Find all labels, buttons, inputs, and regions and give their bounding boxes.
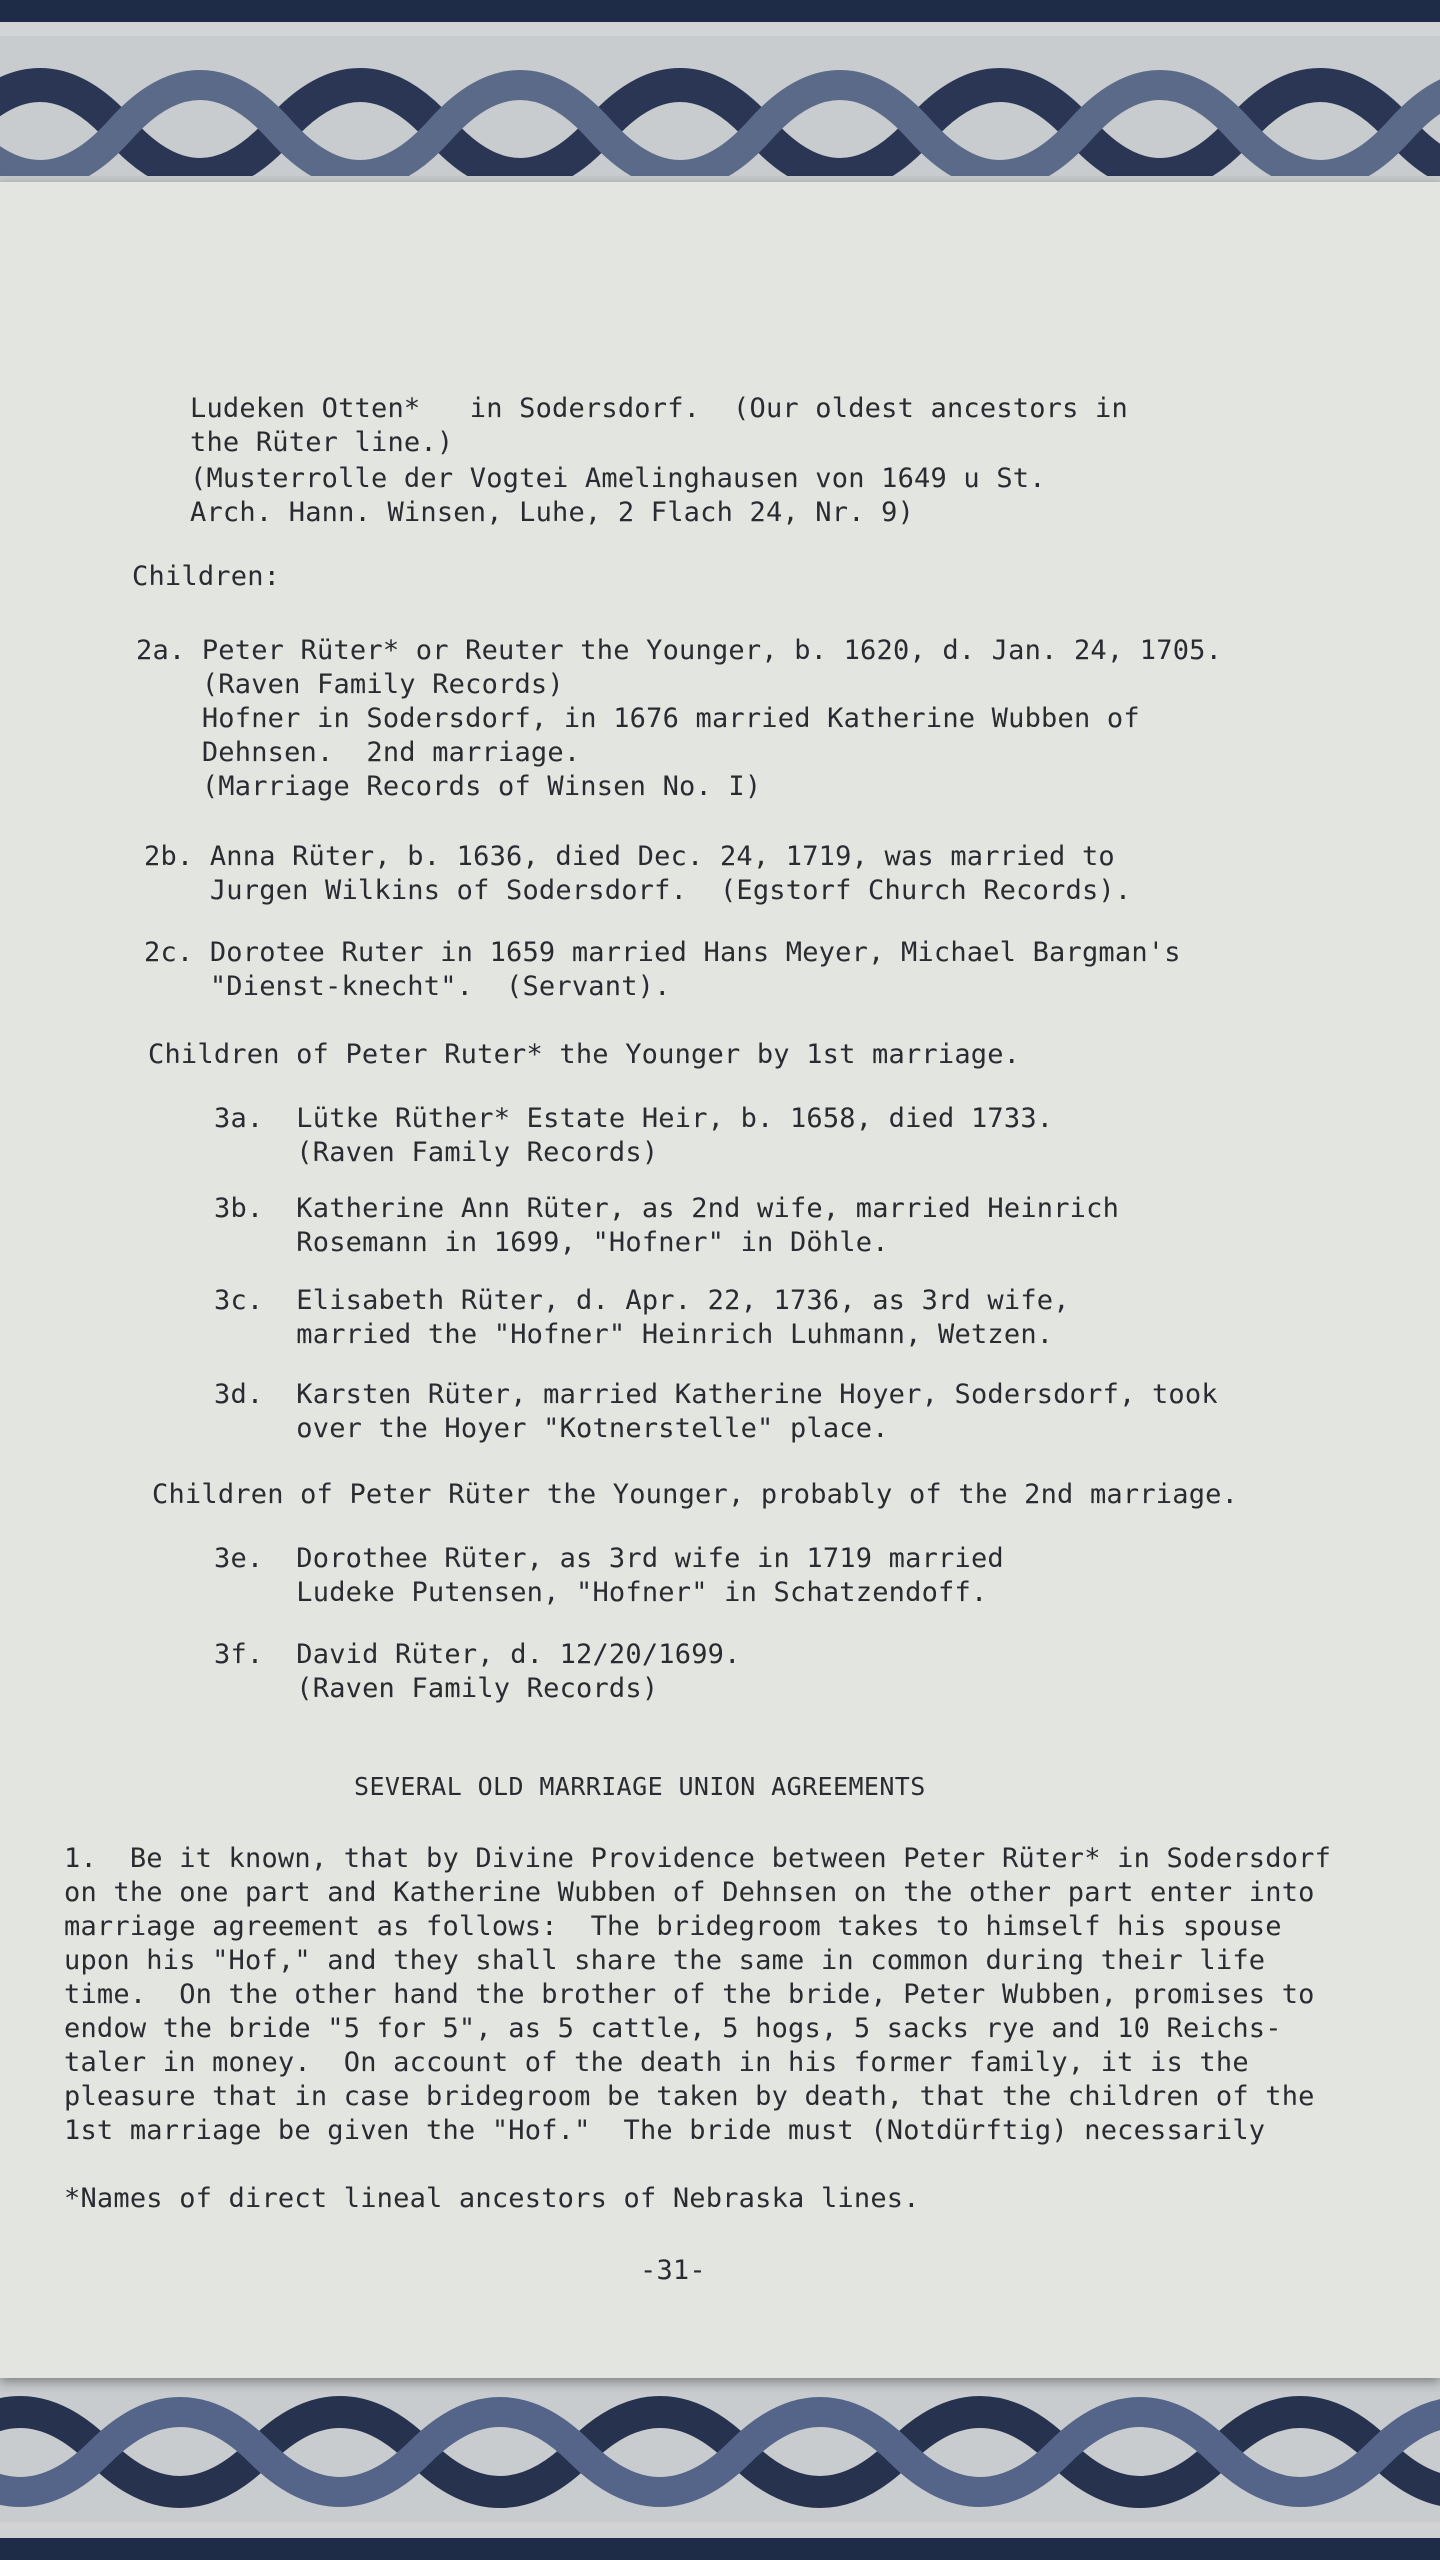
intro-line-4: Arch. Hann. Winsen, Luhe, 2 Flach 24, Nr. 9) xyxy=(190,497,915,528)
section-title: SEVERAL OLD MARRIAGE UNION AGREEMENTS xyxy=(354,1772,926,1801)
entry-2c-line-1: 2c. Dorotee Ruter in 1659 married Hans Meyer, Michael Bargman's xyxy=(144,937,1181,968)
children-heading: Children: xyxy=(132,561,281,592)
agreement-line-7: taler in money. On account of the death in his former family, it is the xyxy=(64,2047,1249,2078)
entry-2a-line-5: (Marriage Records of Winsen No. I) xyxy=(136,771,762,802)
entry-3c-line-2: married the "Hofner" Heinrich Luhmann, Wetzen. xyxy=(214,1319,1054,1350)
agreement-line-9: 1st marriage be given the "Hof." The bride must (Notdürftig) necessarily xyxy=(64,2115,1266,2146)
entry-3e-line-1: 3e. Dorothee Rüter, as 3rd wife in 1719 married xyxy=(214,1543,1004,1574)
agreement-line-1: 1. Be it known, that by Divine Providence between Peter Rüter* in Sodersdorf xyxy=(64,1843,1332,1874)
second-marriage-heading: Children of Peter Rüter the Younger, probably of the 2nd marriage. xyxy=(152,1479,1239,1510)
entry-3a-line-1: 3a. Lütke Rüther* Estate Heir, b. 1658, died 1733. xyxy=(214,1103,1054,1134)
entry-3d-line-1: 3d. Karsten Rüter, married Katherine Hoyer, Sodersdorf, took xyxy=(214,1379,1218,1410)
entry-2a-line-2: (Raven Family Records) xyxy=(136,669,564,700)
intro-line-3: (Musterrolle der Vogtei Amelinghausen von 1649 u St. xyxy=(190,463,1046,494)
entry-3b-line-1: 3b. Katherine Ann Rüter, as 2nd wife, married Heinrich xyxy=(214,1193,1120,1224)
entry-2a-line-3: Hofner in Sodersdorf, in 1676 married Katherine Wubben of xyxy=(136,703,1140,734)
agreement-line-8: pleasure that in case bridegroom be taken by death, that the children of the xyxy=(64,2081,1315,2112)
entry-2c-line-2: "Dienst-knecht". (Servant). xyxy=(144,971,671,1002)
agreement-line-4: upon his "Hof," and they shall share the same in common during their life xyxy=(64,1945,1266,1976)
agreement-line-2: on the one part and Katherine Wubben of Dehnsen on the other part enter into xyxy=(64,1877,1315,1908)
fabric-background-top xyxy=(0,0,1440,200)
woven-pattern-top xyxy=(0,0,1440,200)
entry-3e-line-2: Ludeke Putensen, "Hofner" in Schatzendoff. xyxy=(214,1577,988,1608)
entry-3b-line-2: Rosemann in 1699, "Hofner" in Döhle. xyxy=(214,1227,889,1258)
entry-2b-line-1: 2b. Anna Rüter, b. 1636, died Dec. 24, 1719, was married to xyxy=(144,841,1115,872)
entry-2a-line-4: Dehnsen. 2nd marriage. xyxy=(136,737,581,768)
entry-3f-line-1: 3f. David Rüter, d. 12/20/1699. xyxy=(214,1639,741,1670)
intro-line-2: the Rüter line.) xyxy=(190,427,454,458)
intro-line-1: Ludeken Otten* in Sodersdorf. (Our oldest ancestors in xyxy=(190,393,1128,424)
woven-pattern-bottom xyxy=(0,2372,1440,2560)
page-number: -31- xyxy=(640,2255,706,2286)
agreement-line-6: endow the bride "5 for 5", as 5 cattle, 5 hogs, 5 sacks rye and 10 Reichs- xyxy=(64,2013,1282,2044)
entry-3f-line-2: (Raven Family Records) xyxy=(214,1673,659,1704)
entry-3d-line-2: over the Hoyer "Kotnerstelle" place. xyxy=(214,1413,889,1444)
agreement-line-3: marriage agreement as follows: The bridegroom takes to himself his spouse xyxy=(64,1911,1282,1942)
footnote: *Names of direct lineal ancestors of Nebraska lines. xyxy=(64,2183,920,2214)
agreement-line-5: time. On the other hand the brother of the bride, Peter Wubben, promises to xyxy=(64,1979,1315,2010)
document-page xyxy=(0,182,1440,2378)
entry-3c-line-1: 3c. Elisabeth Rüter, d. Apr. 22, 1736, as 3rd wife, xyxy=(214,1285,1070,1316)
entry-2b-line-2: Jurgen Wilkins of Sodersdorf. (Egstorf Church Records). xyxy=(144,875,1132,906)
fabric-background-bottom xyxy=(0,2372,1440,2560)
entry-2a-line-1: 2a. Peter Rüter* or Reuter the Younger, b. 1620, d. Jan. 24, 1705. xyxy=(136,635,1223,666)
entry-3a-line-2: (Raven Family Records) xyxy=(214,1137,659,1168)
first-marriage-heading: Children of Peter Ruter* the Younger by 1st marriage. xyxy=(148,1039,1021,1070)
